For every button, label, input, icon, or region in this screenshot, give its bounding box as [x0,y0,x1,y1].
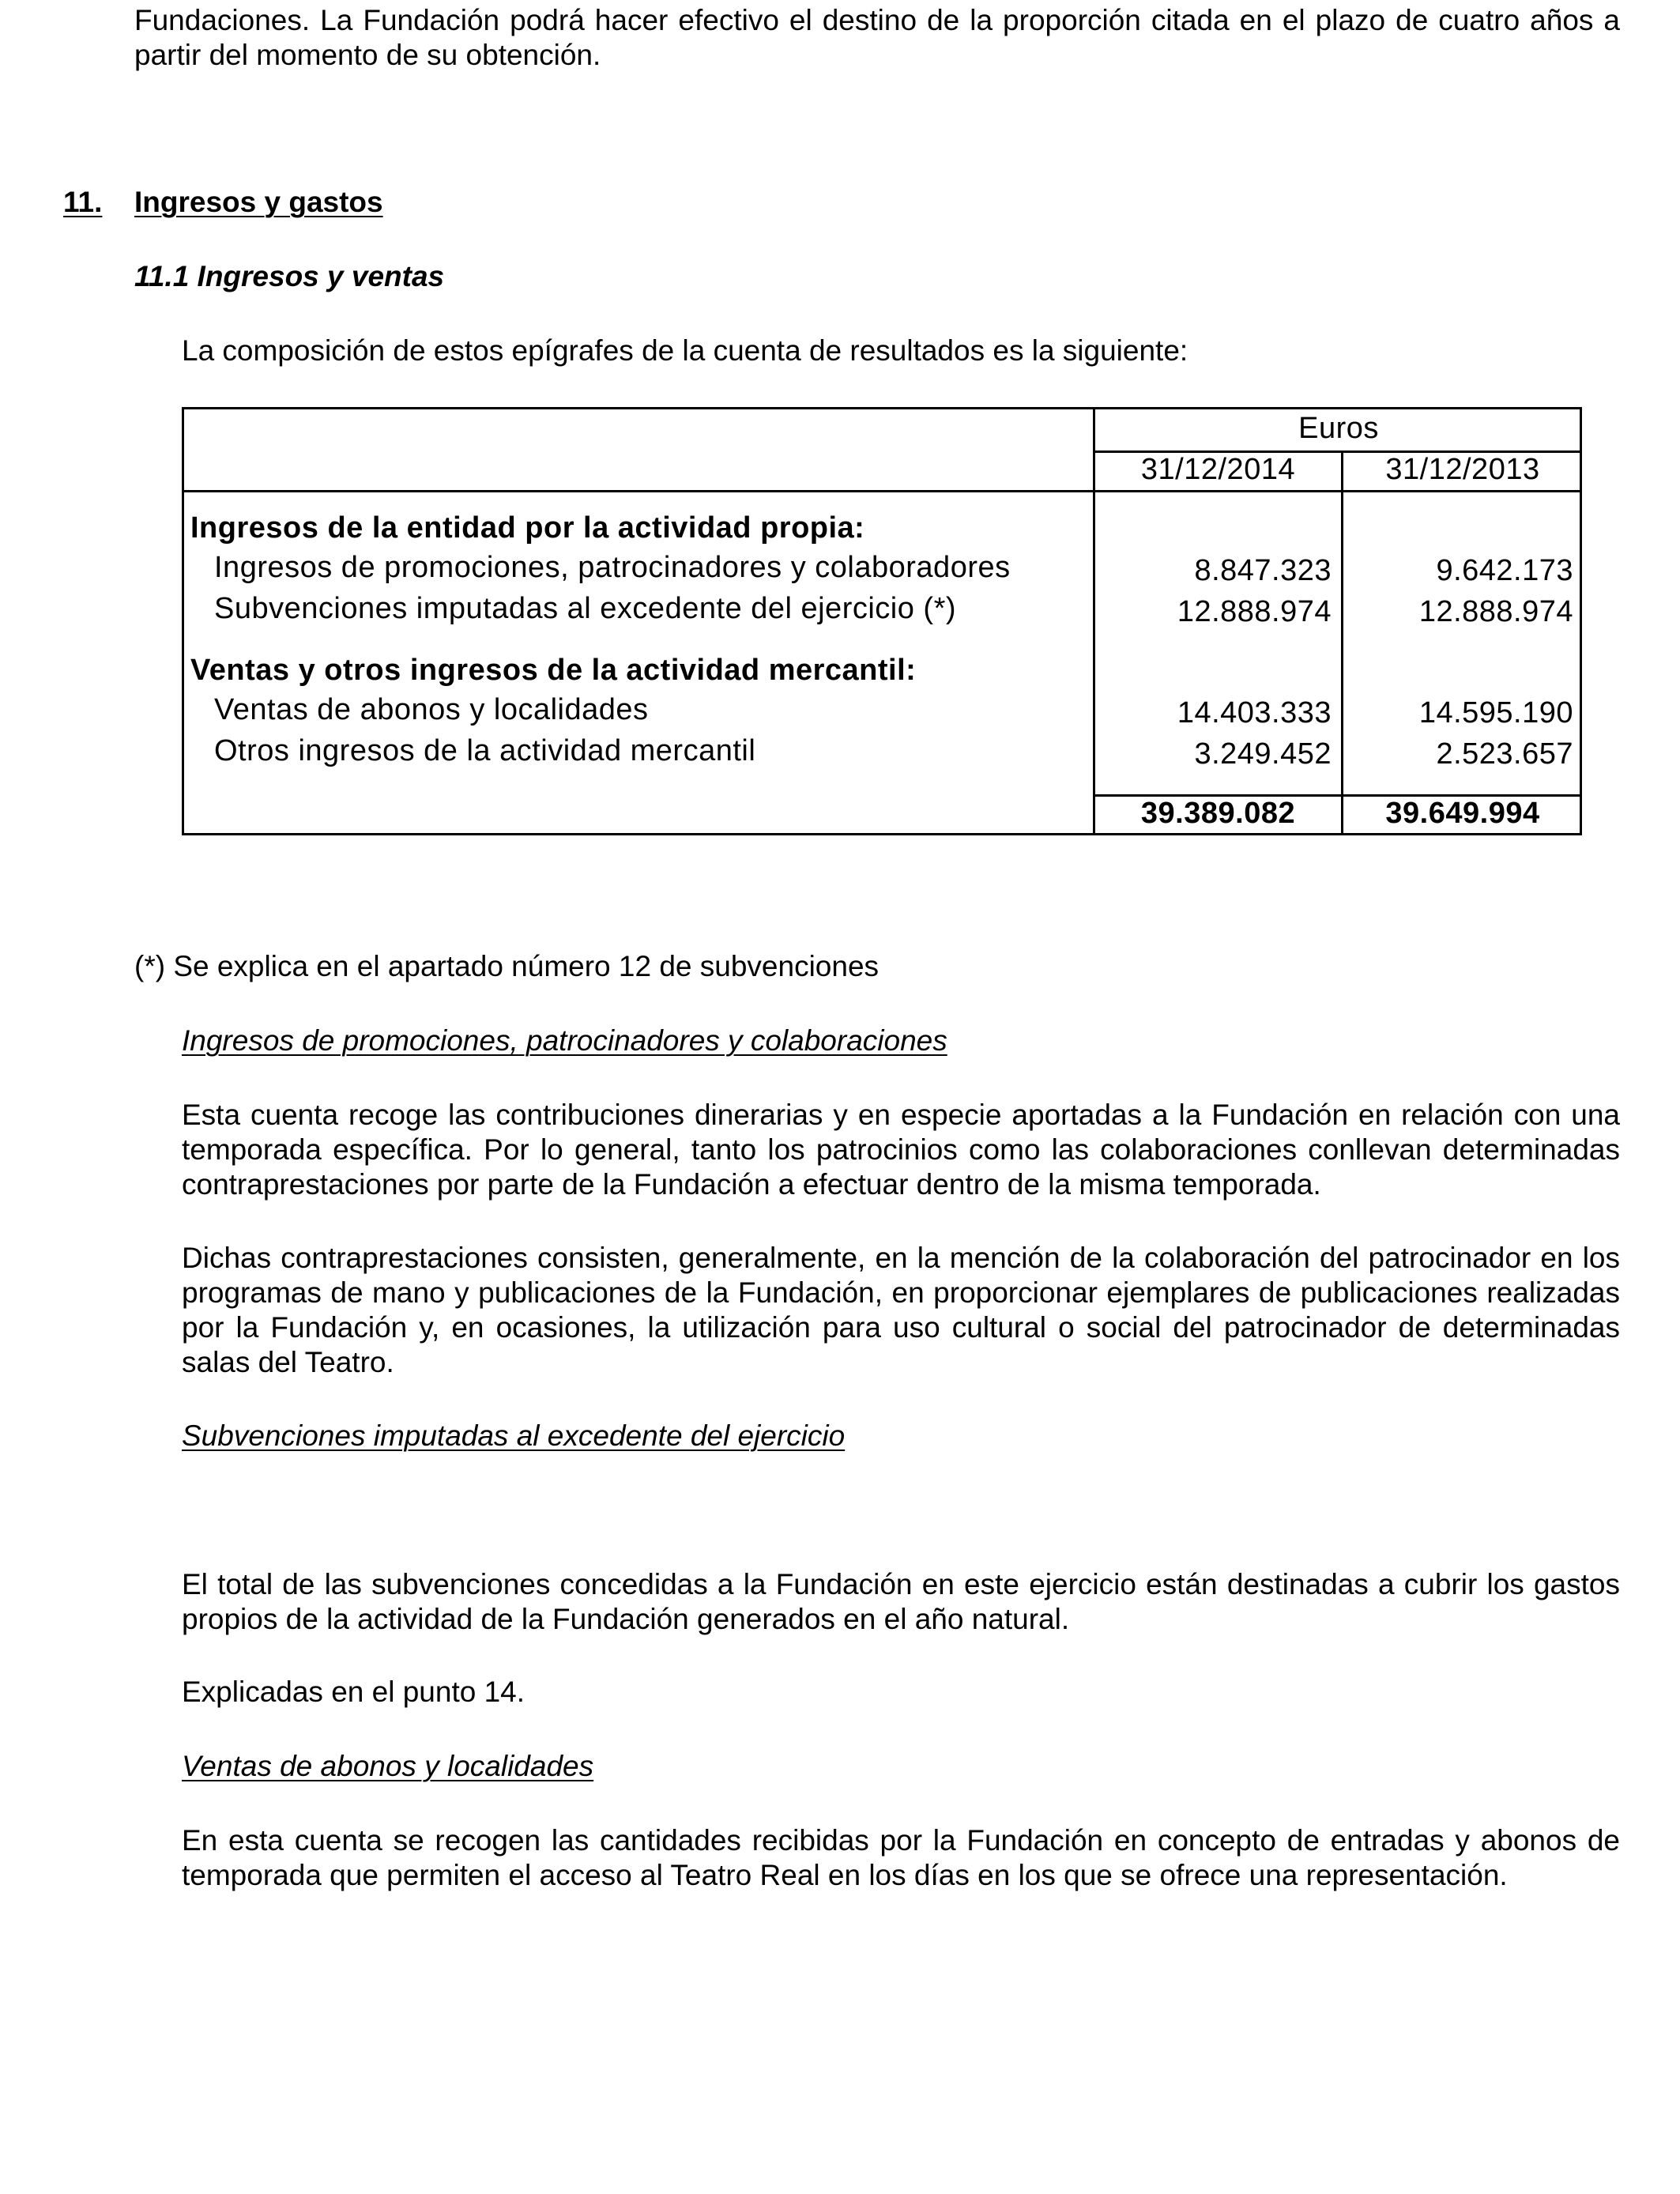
footnote: (*) Se explica en el apartado número 12 de subvenciones [134,950,880,982]
row-label: Subvenciones imputadas al excedente del ejercicio (*) [214,592,957,625]
table-divider [184,490,1580,492]
total-2013: 39.649.994 [1385,797,1540,830]
sales-paragraph: En esta cuenta se recogen las cantidades recibidas por la Fundación en concepto de entradas y abonos de temporada que permiten el acceso al Teatro Real en los días en los que se ofrece una representación. [182,1824,1620,1891]
table-intro: La composición de estos epígrafes de la cuenta de resultados es la siguiente: [182,334,1188,367]
row-value-2013: 2.523.657 [1436,737,1573,771]
row-value-2013: 12.888.974 [1418,595,1573,628]
row-value-2014: 14.403.333 [1177,696,1332,729]
row-value-2013: 9.642.173 [1436,554,1573,587]
row-value-2014: 8.847.323 [1194,554,1332,587]
promo-heading: Ingresos de promociones, patrocinadores y colaboraciones [182,1024,947,1057]
promo-paragraph-1: Esta cuenta recoge las contribuciones dinerarias y en especie aportadas a la Fundación en relación con una temporada específica. Por lo general, tanto los patrocinios como las colaboraciones conllevan determinadas contraprestaciones por parte de la Fundación a efectuar dentro de la misma temporada. [182,1099,1620,1201]
table-divider [1341,450,1343,833]
sales-heading: Ventas de abonos y localidades [182,1750,594,1782]
row-value-2014: 3.249.452 [1194,737,1332,771]
subsidies-heading: Subvenciones imputadas al excedente del ejercicio [182,1419,846,1452]
unit-header: Euros [1298,412,1379,445]
subsidies-paragraph-1: El total de las subvenciones concedidas a la Fundación en este ejercicio están destinadas a cubrir los gastos propios de la actividad de la Fundación generados en el año natural. [182,1568,1620,1635]
total-2014: 39.389.082 [1140,797,1296,830]
row-value-2013: 14.595.190 [1418,696,1573,729]
promo-paragraph-2: Dichas contraprestaciones consisten, generalmente, en la mención de la colaboración del patrocinador en los programas de mano y publicaciones de la Fundación, en proporcionar ejemplares de publicaciones realizadas por la Fundación y, en ocasiones, la utilización para uso cultural o social del patrocinador de determinadas salas del Teatro. [182,1242,1620,1378]
intro-paragraph: Fundaciones. La Fundación podrá hacer efectivo el destino de la proporción citada en el plazo de cuatro años a partir del momento de su obtención. [134,4,1620,71]
group-title: Ingresos de la entidad por la actividad propia: [190,511,865,545]
group-title: Ventas y otros ingresos de la actividad mercantil: [190,654,917,687]
row-label: Ventas de abonos y localidades [214,693,649,726]
row-value-2014: 12.888.974 [1177,595,1332,628]
subsidies-paragraph-2: Explicadas en el punto 14. [182,1676,525,1708]
income-table [182,407,1582,835]
section-number: 11. [63,186,103,218]
row-label: Ingresos de promociones, patrocinadores y colaboradores [214,551,1011,584]
subsection-title: 11.1 Ingresos y ventas [134,260,445,292]
section-title: Ingresos y gastos [134,186,383,218]
column-header-2014: 31/12/2014 [1140,453,1296,486]
column-header-2013: 31/12/2013 [1385,453,1540,486]
row-label: Otros ingresos de la actividad mercantil [214,734,756,767]
